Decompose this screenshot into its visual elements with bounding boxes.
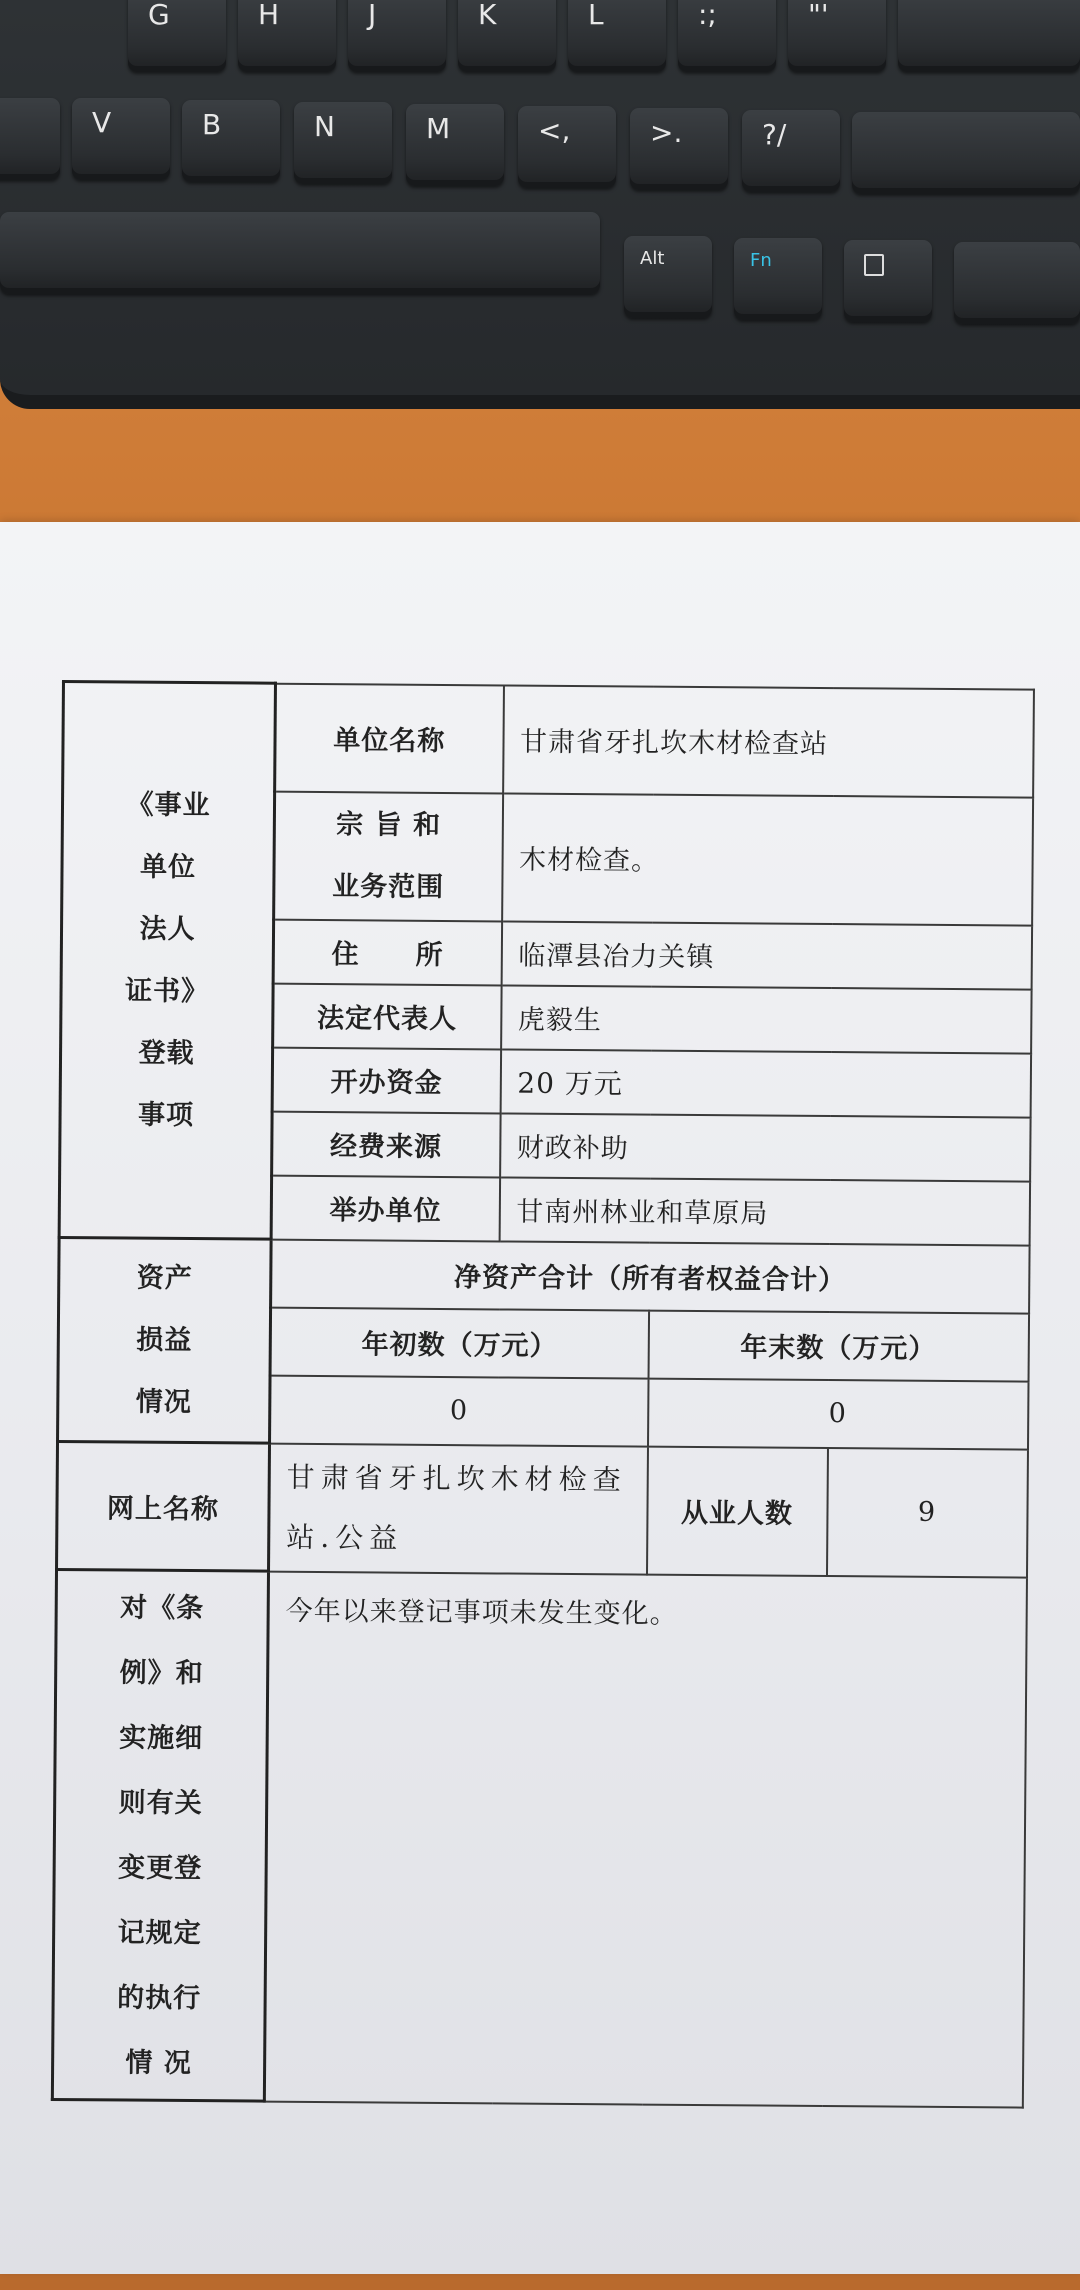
title-line: 事项 bbox=[137, 1099, 195, 1131]
key-label: H bbox=[258, 0, 280, 31]
title-line: 证书》 bbox=[124, 975, 210, 1007]
regulation-text: 今年以来登记事项未发生变化。 bbox=[264, 1571, 1026, 2107]
assets-section-title bbox=[58, 1237, 272, 1443]
label-line: 业务范围 bbox=[332, 870, 445, 903]
key-label: M bbox=[426, 112, 451, 145]
key-n bbox=[294, 102, 392, 184]
title-line: 记规定 bbox=[117, 1916, 202, 1949]
title-line: 情 况 bbox=[125, 2047, 192, 2079]
sponsor-unit-label: 举办单位 bbox=[271, 1175, 499, 1241]
begin-year-value: 0 bbox=[270, 1375, 649, 1446]
net-assets-header: 净资产合计（所有者权益合计） bbox=[271, 1239, 1030, 1313]
unit-name-value: 甘肃省牙扎坎木材检查站 bbox=[503, 685, 1034, 797]
address-value: 临潭县冶力关镇 bbox=[501, 921, 1032, 989]
key-period bbox=[630, 108, 728, 190]
key-left-shift bbox=[0, 98, 60, 180]
key-semicolon bbox=[678, 0, 776, 72]
title-line: 实施细 bbox=[119, 1721, 204, 1754]
title-line: 情况 bbox=[135, 1386, 192, 1418]
title-line: 登载 bbox=[138, 1037, 195, 1069]
staff-count-value: 9 bbox=[826, 1448, 1027, 1578]
key-label: V bbox=[92, 106, 112, 139]
key-spacebar bbox=[0, 212, 600, 294]
key-label: ?/ bbox=[762, 118, 787, 151]
key-g bbox=[128, 0, 226, 72]
key-right-shift bbox=[852, 112, 1080, 194]
key-label: G bbox=[148, 0, 170, 31]
key-label: Alt bbox=[640, 248, 665, 269]
key-label: <, bbox=[538, 114, 571, 147]
key-v bbox=[72, 98, 170, 180]
certificate-section-title bbox=[59, 682, 275, 1240]
key-label: Fn bbox=[750, 250, 772, 271]
key-l bbox=[568, 0, 666, 72]
key-slash bbox=[742, 110, 840, 192]
regulation-section-title bbox=[52, 1569, 268, 2101]
staff-count-label: 从业人数 bbox=[646, 1446, 827, 1575]
title-line: 法人 bbox=[139, 913, 196, 945]
key-h bbox=[238, 0, 336, 72]
title-line: 的执行 bbox=[117, 1981, 202, 2014]
key-label: J bbox=[368, 0, 377, 31]
initial-funds-label: 开办资金 bbox=[272, 1047, 500, 1113]
unit-name-label: 单位名称 bbox=[275, 683, 504, 793]
title-line: 变更登 bbox=[118, 1851, 203, 1884]
address-label: 住 所 bbox=[273, 919, 501, 985]
begin-year-header: 年初数（万元） bbox=[270, 1307, 649, 1378]
key-label: >. bbox=[650, 116, 683, 149]
key-label: N bbox=[314, 110, 335, 143]
title-line: 则有关 bbox=[118, 1786, 203, 1819]
purpose-scope-value: 木材检查。 bbox=[502, 793, 1033, 925]
keyboard bbox=[0, 0, 1080, 409]
legal-representative-label: 法定代表人 bbox=[273, 983, 501, 1049]
initial-funds-value: 20 万元 bbox=[500, 1049, 1031, 1117]
legal-representative-value: 虎毅生 bbox=[501, 985, 1032, 1053]
funding-source-value: 财政补助 bbox=[500, 1113, 1031, 1181]
form-table bbox=[51, 680, 1035, 2109]
online-name-label: 网上名称 bbox=[57, 1441, 270, 1571]
title-line: 例》和 bbox=[119, 1656, 204, 1689]
menu-icon bbox=[864, 254, 884, 276]
key-quote bbox=[788, 0, 886, 72]
title-line: 单位 bbox=[139, 851, 197, 883]
title-line: 资产 bbox=[136, 1262, 193, 1294]
sponsor-unit-value: 甘南州林业和草原局 bbox=[499, 1177, 1030, 1245]
key-m bbox=[406, 104, 504, 186]
purpose-scope-label bbox=[274, 791, 503, 921]
key-b bbox=[182, 100, 280, 182]
label-line: 宗 旨 和 bbox=[336, 808, 442, 841]
title-line: 《事业 bbox=[126, 789, 211, 821]
title-line: 对《条 bbox=[120, 1591, 205, 1624]
title-line: 损益 bbox=[136, 1324, 193, 1356]
end-year-value: 0 bbox=[648, 1378, 1029, 1449]
online-name-value: 甘肃省牙扎坎木材检查站.公益 bbox=[269, 1443, 648, 1574]
key-label: B bbox=[202, 108, 222, 141]
key-alt bbox=[624, 236, 712, 318]
key-menu bbox=[844, 240, 932, 322]
key-label: "' bbox=[808, 0, 829, 31]
registration-form bbox=[51, 680, 1032, 2108]
key-label: K bbox=[478, 0, 497, 31]
key-label: :; bbox=[698, 0, 717, 31]
key-ctrl bbox=[954, 242, 1080, 324]
key-enter bbox=[898, 0, 1080, 72]
key-fn bbox=[734, 238, 822, 320]
key-k bbox=[458, 0, 556, 72]
end-year-header: 年末数（万元） bbox=[648, 1310, 1029, 1381]
funding-source-label: 经费来源 bbox=[272, 1111, 500, 1177]
key-j bbox=[348, 0, 446, 72]
key-label: L bbox=[588, 0, 604, 31]
key-comma bbox=[518, 106, 616, 188]
